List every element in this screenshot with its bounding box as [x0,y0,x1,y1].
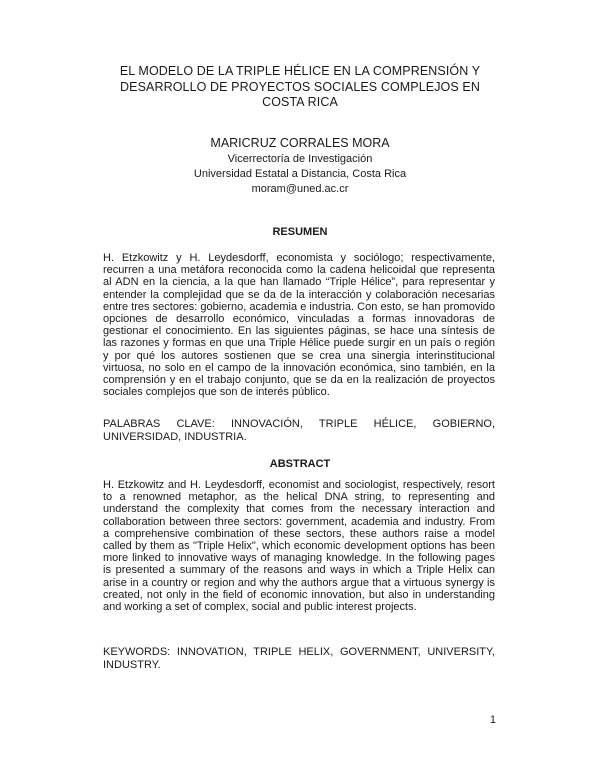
page-number: 1 [489,714,496,726]
paper-title: EL MODELO DE LA TRIPLE HÉLICE EN LA COMPRENSIÓN Y DESARROLLO DE PROYECTOS SOCIALES COMPLEJOS EN COSTA RICA [119,64,481,109]
author-name: MARICRUZ CORRALES MORA [210,136,390,150]
author-affiliation-department: Vicerrectoría de Investigación [227,153,373,165]
author-email: moram@uned.ac.cr [251,183,349,195]
abstract-body: H. Etzkowitz and H. Leydesdorff, economist and sociologist, respectively, resort to a renowned metaphor, as the helical DNA string, to representing and understand the complexity that comes from the necessary interaction and collaboration between three sectors: government, academia and industry. From a comprehensive combination of these sectors, these authors raise a model called by them as "Triple Helix", which economic development options has been more linked to innovative ways of managing knowledge. In the following pages is presented a summary of the reasons and ways in which a Triple Helix can arise in a country or region and why the authors argue that a virtuous synergy is created, not only in the field of economic innovation, but also in understanding and working a set of complex, social and public interest projects. [103,479,495,614]
resumen-heading: RESUMEN [272,226,328,238]
author-affiliation-institution: Universidad Estatal a Distancia, Costa Rica [193,168,407,180]
abstract-heading: ABSTRACT [269,458,331,470]
resumen-body: H. Etzkowitz y H. Leydesdorff, economista y sociólogo; respectivamente, recurren a una metáfora reconocida como la cadena helicoidal que representa al ADN en la ciencia, a la que han llamado “Triple Hélice”, para representar y entender la complejidad que se da de la interacción y colaboración necesarias entre tres sectores: gobierno, academia e industria. Con esto, se han promovido opciones de desarrollo económico, vinculadas a formas innovadoras de gestionar el conocimiento. En las siguientes páginas, se hace una síntesis de las razones y formas en que una Triple Hélice puede surgir en un país o región y por qué los autores sostienen que se crea una sinergia interinstitucional virtuosa, no solo en el campo de la innovación económica, sino también, en la comprensión y en el trabajo conjunto, que se da en la realización de proyectos sociales complejos que son de interés público. [103,252,495,399]
resumen-keywords: PALABRAS CLAVE: INNOVACIÓN, TRIPLE HÉLICE, GOBIERNO, UNIVERSIDAD, INDUSTRIA. [103,418,495,443]
abstract-keywords: KEYWORDS: INNOVATION, TRIPLE HELIX, GOVERNMENT, UNIVERSITY, INDUSTRY. [103,646,495,671]
author-affiliation-block [100,152,500,197]
